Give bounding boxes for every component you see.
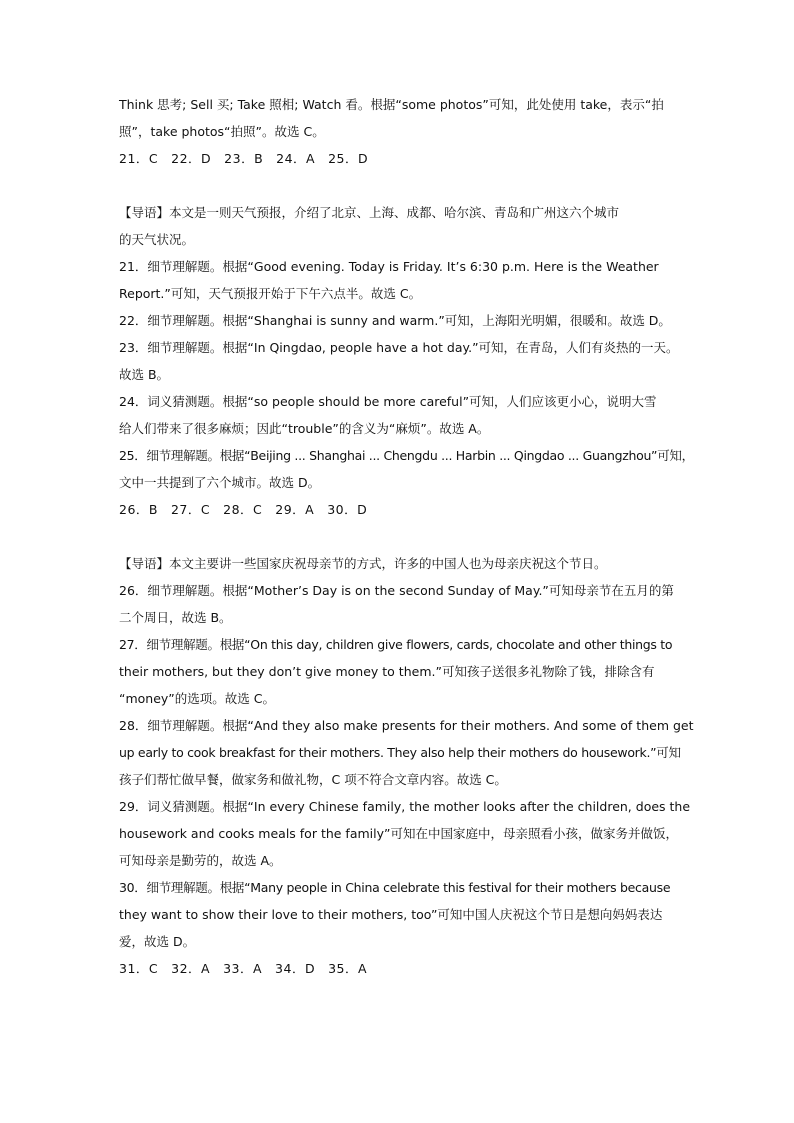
answer-key-line: 21．C 22．D 23．B 24．A 25．D [119,151,369,166]
answer-key-line: 31．C 32．A 33．A 34．D 35．A [119,961,368,976]
text-line: 26．细节理解题。根据“Mother’s Day is on the second Sunday of May.”可知母亲节在五月的第 [119,583,674,598]
text-line: Report.”可知，天气预报开始于下午六点半。故选 C。 [119,286,422,301]
intro-line: 【导语】本文主要讲一些国家庆祝母亲节的方式，许多的中国人也为母亲庆祝这个节日。 [119,556,607,571]
text-line: 21．细节理解题。根据“Good evening. Today is Friday. It’s 6:30 p.m. Here is the Weather [119,259,659,274]
intro-line: 的天气状况。 [119,232,195,247]
text-line: 二个周日，故选 B。 [119,610,232,625]
text-line: 29．词义猜测题。根据“In every Chinese family, the mother looks after the children, does the [119,799,691,814]
text-line: 28．细节理解题。根据“And they also make presents for their mothers. And some of them get [119,718,694,733]
paragraph-gap [119,172,679,199]
answer-key-line: 26．B 27．C 28．C 29．A 30．D [119,502,368,517]
text-line: up early to cook breakfast for their mothers. They also help their mothers do housework.”可知 [119,745,681,760]
document-body [119,91,694,982]
text-line: 照”，take photos“拍照”。故选 C。 [119,124,325,139]
text-line: 文中一共提到了六个城市。故选 D。 [119,475,321,490]
text-line: Think 思考; Sell 买; Take 照相; Watch 看。根据“some photos”可知，此处使用 take，表示“拍 [119,97,664,112]
text-line: they want to show their love to their mothers, too”可知中国人庆祝这个节日是想向妈妈表达 [119,907,663,922]
text-line: 22．细节理解题。根据“Shanghai is sunny and warm.”可知，上海阳光明媚，很暖和。故选 D。 [119,313,671,328]
text-line: their mothers, but they don’t give money to them.”可知孩子送很多礼物除了钱，排除含有 [119,664,655,679]
text-line: 可知母亲是勤劳的，故选 A。 [119,853,282,868]
text-line: 爱，故选 D。 [119,934,196,949]
text-line: 27．细节理解题。根据“On this day, children give flowers, cards, chocolate and other things to [119,637,673,652]
text-line: 24．词义猜测题。根据“so people should be more careful”可知，人们应该更小心，说明大雪 [119,394,657,409]
text-line: 23．细节理解题。根据“In Qingdao, people have a hot day.”可知，在青岛，人们有炎热的一天。 [119,340,679,355]
text-line: 给人们带来了很多麻烦；因此“trouble”的含义为“麻烦”。故选 A。 [119,421,490,436]
text-line: “money”的选项。故选 C。 [119,691,275,706]
paragraph-gap [119,523,679,550]
intro-line: 【导语】本文是一则天气预报，介绍了北京、上海、成都、哈尔滨、青岛和广州这六个城市 [119,205,620,220]
text-line: 孩子们帮忙做早餐，做家务和做礼物，C 项不符合文章内容。故选 C。 [119,772,507,787]
text-line: 故选 B。 [119,367,170,382]
text-line: housework and cooks meals for the family”可知在中国家庭中，母亲照看小孩，做家务并做饭， [119,826,678,841]
text-line: 25．细节理解题。根据“Beijing ... Shanghai ... Chengdu ... Harbin ... Qingdao ... Guangzhou”可知， [119,448,694,463]
text-line: 30．细节理解题。根据“Many people in China celebrate this festival for their mothers because [119,880,671,895]
